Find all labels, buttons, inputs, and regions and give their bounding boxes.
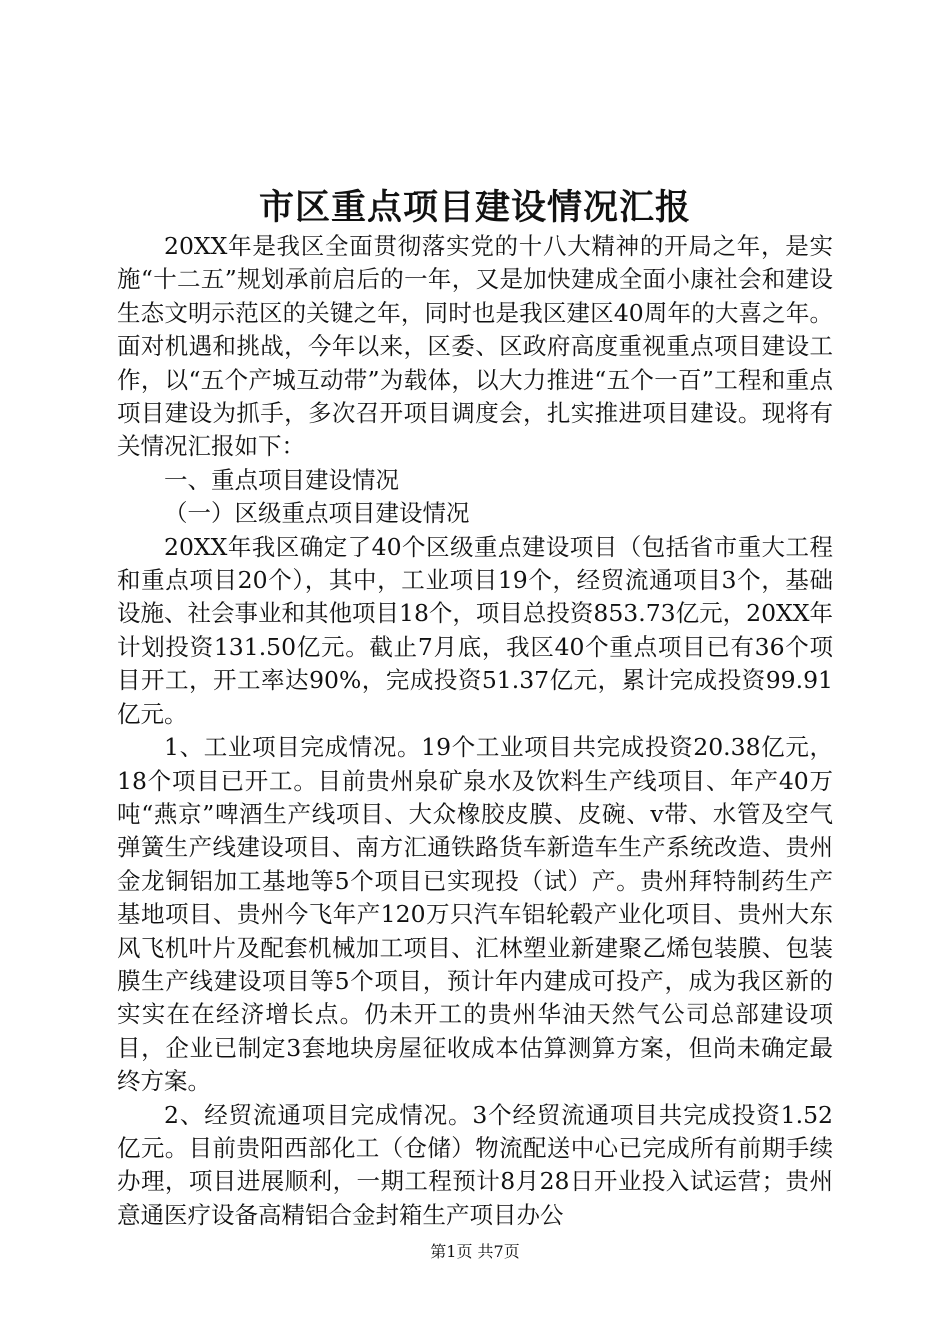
page-footer: 第1页 共7页 [430,1242,520,1261]
paragraph-industrial: 1、工业项目完成情况。19个工业项目共完成投资20.38亿元，18个项目已开工。目前贵州泉矿泉水及饮料生产线项目、年产40万吨“燕京”啤酒生产线项目、大众橡胶皮膜、皮碗、v带、水管及空气弹簧生产线建设项目、南方汇通铁路货车新造车生产系统改造、贵州金龙铜铝加工基地等5个项目已实现投（试）产。贵州拜特制药生产基地项目、贵州今飞年产120万只汽车铝轮毂产业化项目、贵州大东风飞机叶片及配套机械加工项目、汇林塑业新建聚乙烯包装膜、包装膜生产线建设项目等5个项目，预计年内建成可投产，成为我区新的实实在在经济增长点。仍未开工的贵州华油天然气公司总部建设项目，企业已制定3套地块房屋征收成本估算测算方案，但尚未确定最终方案。 [117,733,833,1096]
paragraph-overview: 20XX年我区确定了40个区级重点建设项目（包括省市重大工程和重点项目20个），其中，工业项目19个，经贸流通项目3个，基础设施、社会事业和其他项目18个，项目总投资853.73亿元，20XX年计划投资131.50亿元。截止7月底，我区40个重点项目已有36个项目开工，开工率达90%，完成投资51.37亿元，累计完成投资99.91亿元。 [117,532,833,728]
subsection-heading: （一）区级重点项目建设情况 [164,499,470,528]
paragraph-intro: 20XX年是我区全面贯彻落实党的十八大精神的开局之年，是实施“十二五”规划承前启后的一年，又是加快建成全面小康社会和建设生态文明示范区的关键之年，同时也是我区建区40周年的大喜之年。面对机遇和挑战，今年以来，区委、区政府高度重视重点项目建设工作，以“五个产城互动带”为载体，以大力推进“五个一百”工程和重点项目建设为抓手，多次召开项目调度会，扎实推进项目建设。现将有关情况汇报如下： [117,232,833,461]
document-body [117,230,833,1232]
paragraph-trade: 2、经贸流通项目完成情况。3个经贸流通项目共完成投资1.52亿元。目前贵阳西部化工（仓储）物流配送中心已完成所有前期手续办理，项目进展顺利，一期工程预计8月28日开业投入试运营；贵州意通医疗设备高精铝合金封箱生产项目办公 [117,1100,833,1229]
document-title: 市区重点项目建设情况汇报 [258,187,691,228]
section-heading: 一、重点项目建设情况 [164,465,399,494]
